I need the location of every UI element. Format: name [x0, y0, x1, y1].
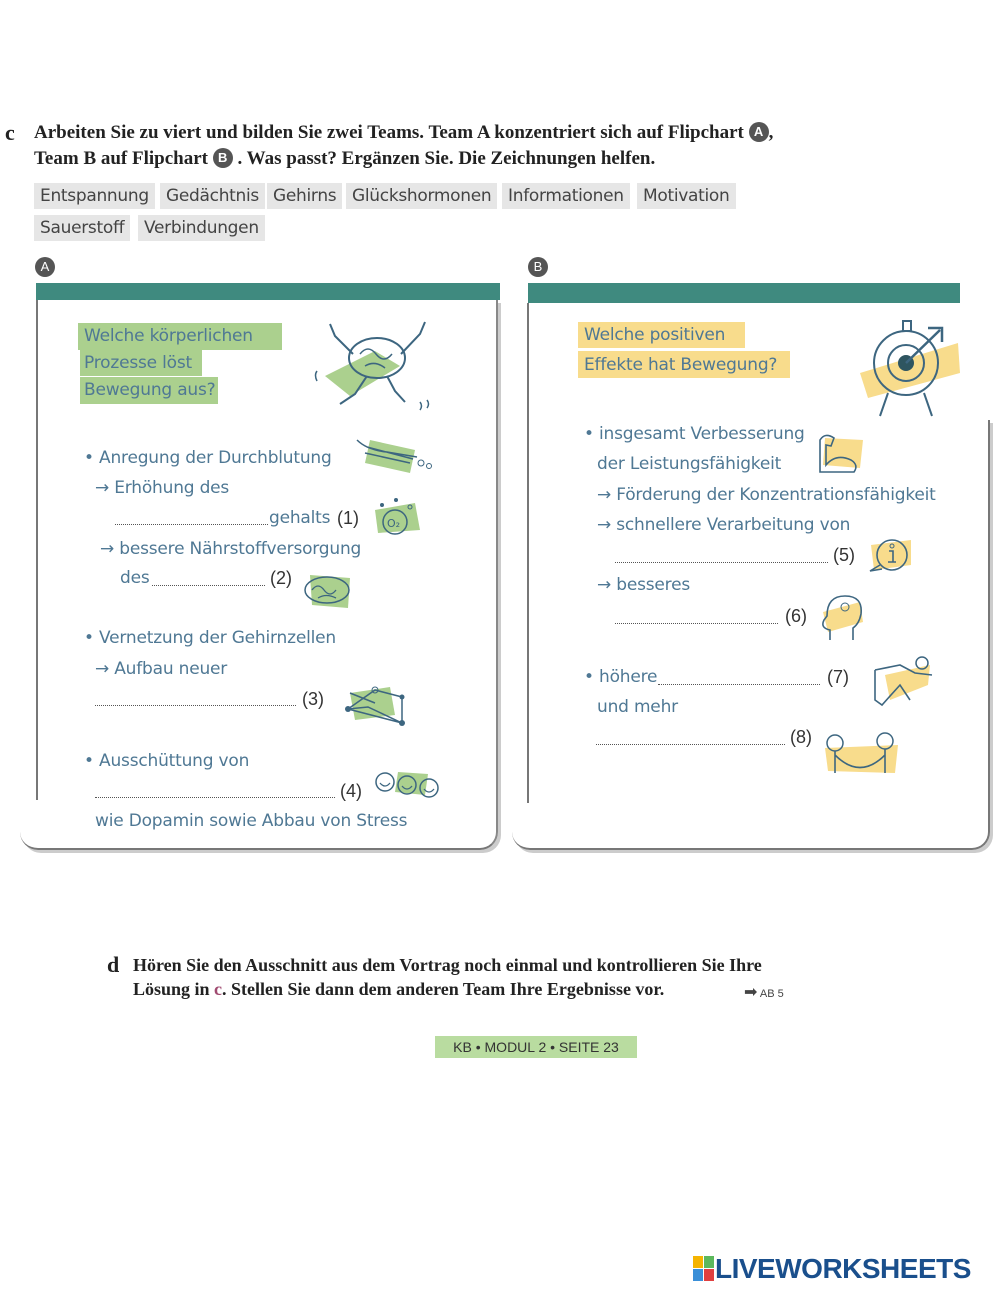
answer-6-input[interactable]: [615, 605, 778, 624]
flipchart-a-text: → Erhöhung des: [95, 478, 230, 498]
workbook-ref-text: AB 5: [759, 988, 784, 1000]
blood-vessel-icon: [355, 435, 435, 475]
word-chip[interactable]: Gehirns: [267, 183, 342, 209]
flipchart-a-question: Welche körperlichen: [84, 326, 253, 346]
word-chip[interactable]: Motivation: [637, 183, 736, 209]
answer-8-input[interactable]: [596, 726, 785, 745]
task-d-text: Lösung in: [133, 979, 210, 999]
gap-number: (1): [337, 508, 359, 528]
gap-number: (6): [785, 606, 807, 626]
comma: ,: [768, 122, 774, 143]
workbook-reference: [744, 982, 784, 1002]
page-footer-label: KB • MODUL 2 • SEITE 23: [435, 1036, 637, 1058]
target-icon: [858, 318, 963, 418]
flipchart-b-text: der Leistungsfähigkeit: [597, 454, 782, 474]
flipchart-a-top-bar: [36, 283, 500, 300]
task-d-letter: d: [107, 952, 120, 977]
task-c-text: . Was passt? Ergänzen Sie. Die Zeichnungen helfen.: [237, 148, 656, 169]
divider: [36, 300, 38, 800]
flipchart-b-question: Effekte hat Bewegung?: [584, 355, 778, 375]
word-chip[interactable]: Informationen: [502, 183, 630, 209]
task-c-instruction-line2: [34, 148, 655, 170]
task-d-text: . Stellen Sie dann dem anderen Team Ihre Ergebnisse vor.: [222, 979, 665, 999]
gap-number: (7): [827, 667, 849, 687]
flipchart-b-text: • höhere: [584, 667, 658, 687]
task-c-letter: c: [5, 120, 15, 145]
flipchart-a-text: → Aufbau neuer: [95, 659, 228, 679]
happy-faces-icon: [373, 770, 443, 805]
liveworksheets-logo: [693, 1254, 971, 1284]
dancing-brain-icon: [305, 316, 445, 416]
answer-1-input[interactable]: [115, 506, 268, 525]
flipchart-b-top-bar: [528, 283, 960, 303]
flipchart-a-text: • Anregung der Durchblutung: [84, 448, 332, 468]
word-chip[interactable]: Glückshormonen: [346, 183, 497, 209]
flipchart-b-text: und mehr: [597, 697, 678, 717]
answer-3-input[interactable]: [95, 687, 296, 706]
task-c-text: Team B auf Flipchart: [34, 148, 208, 169]
gap-number: (5): [833, 545, 855, 565]
flipchart-b-label: B: [528, 257, 548, 277]
arrow-right-icon: ➡: [744, 984, 758, 1001]
flipchart-a-question: Bewegung aus?: [84, 380, 216, 400]
word-chip[interactable]: Verbindungen: [138, 215, 265, 241]
answer-4-input[interactable]: [95, 779, 335, 798]
flipchart-a-question: Prozesse löst: [84, 353, 192, 373]
flipchart-a-badge: A: [749, 122, 769, 142]
answer-2-input[interactable]: [152, 567, 265, 586]
word-chip[interactable]: Gedächtnis: [160, 183, 265, 209]
flipchart-b-text: • insgesamt Verbesserung: [584, 424, 805, 444]
word-chip[interactable]: Sauerstoff: [34, 215, 130, 241]
flipchart-a-text: des: [120, 568, 150, 588]
answer-5-input[interactable]: [615, 544, 828, 563]
flipchart-a-text: • Ausschüttung von: [84, 751, 250, 771]
task-d-line1: Hören Sie den Ausschnitt aus dem Vortrag noch einmal und kontrollieren Sie Ihre: [133, 955, 762, 975]
flipchart-b-text: → besseres: [597, 575, 691, 595]
task-c-reference: c: [214, 979, 223, 999]
flipchart-b-question: Welche positiven: [584, 325, 726, 345]
word-chip[interactable]: Entspannung: [34, 183, 155, 209]
flipchart-b-text: → schnellere Verarbeitung von: [597, 515, 851, 535]
flipchart-a-text: wie Dopamin sowie Abbau von Stress: [95, 811, 408, 831]
muscle-arm-icon: [815, 430, 865, 475]
flipchart-a-text: → bessere Nährstoffversorgung: [100, 539, 362, 559]
network-icon: [340, 685, 415, 730]
logo-text: LIVEWORKSHEETS: [715, 1253, 971, 1284]
flipchart-b-badge: B: [213, 148, 233, 168]
flipchart-a-label: A: [35, 257, 55, 277]
flying-superhero-icon: [870, 655, 935, 710]
answer-7-input[interactable]: [658, 666, 820, 685]
gap-number: (3): [302, 689, 324, 709]
task-d-line2: [133, 979, 664, 1000]
task-c-instruction-line1: [34, 122, 773, 144]
gap-number: (2): [270, 568, 292, 588]
hammock-icon: [823, 733, 901, 775]
info-bubble-icon: [866, 535, 916, 575]
gap-number: (4): [340, 781, 362, 801]
brain-icon: [300, 570, 355, 610]
flipchart-a-text: gehalts: [269, 508, 331, 528]
idea-head-icon: [818, 592, 868, 642]
gap-number: (8): [790, 727, 812, 747]
svg-text:O₂: O₂: [387, 517, 401, 530]
task-c-text: Arbeiten Sie zu viert und bilden Sie zwei Teams. Team A konzentriert sich auf Flipchart: [34, 122, 744, 143]
flipchart-b-text: → Förderung der Konzentrationsfähigkeit: [597, 485, 936, 505]
oxygen-icon: [370, 495, 425, 540]
liveworksheets-logo-icon: [693, 1256, 715, 1282]
flipchart-a-text: • Vernetzung der Gehirnzellen: [84, 628, 336, 648]
